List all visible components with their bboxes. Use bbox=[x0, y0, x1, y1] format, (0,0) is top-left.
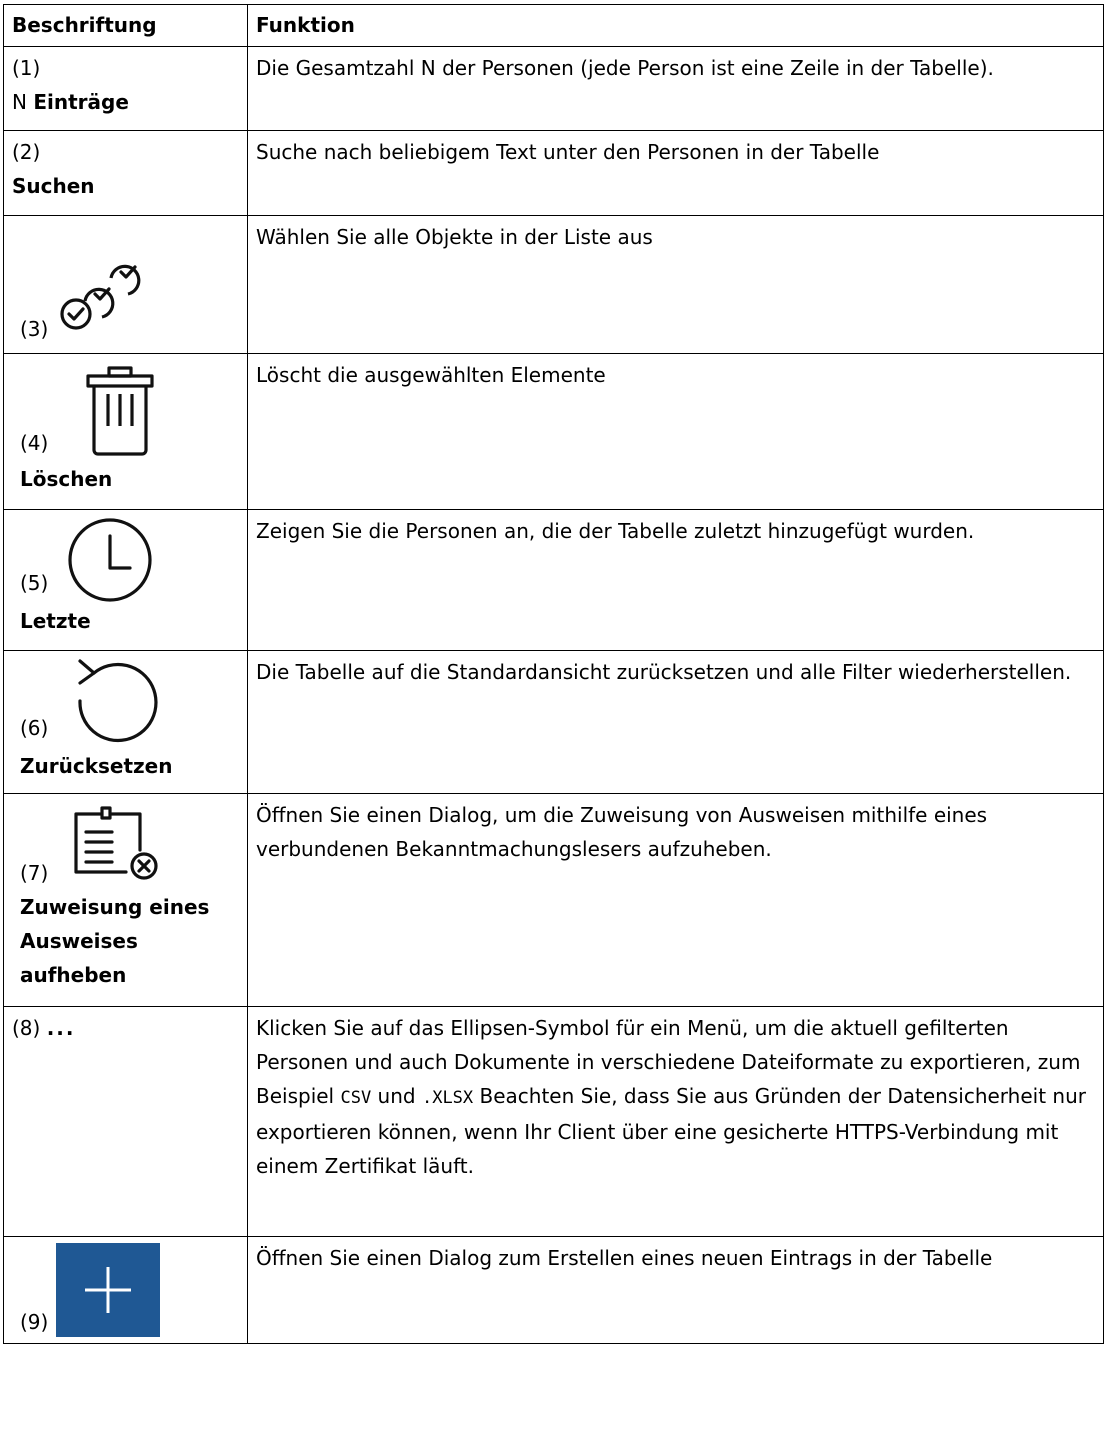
label-cell bbox=[4, 1007, 248, 1237]
row-label bbox=[20, 890, 209, 992]
description-cell: Suche nach beliebigem Text unter den Personen in der Tabelle bbox=[248, 131, 1104, 216]
description-text: und bbox=[371, 1084, 422, 1108]
label-cell bbox=[4, 510, 248, 651]
description-text: Beachten Sie, dass Sie aus Gründen der Datensicherheit nur exportieren können, wenn Ihr Client über eine gesicherte HTTPS-Verbindung mit einem Zertifikat läuft. bbox=[256, 1084, 1086, 1178]
row-number: (7) bbox=[20, 861, 49, 885]
table-row bbox=[4, 651, 1104, 794]
row-label: Suchen bbox=[12, 174, 95, 198]
row-label-line: aufheben bbox=[20, 963, 127, 987]
row-label bbox=[12, 85, 239, 119]
row-label-line: Zuweisung eines bbox=[20, 895, 210, 919]
row-number: (3) bbox=[20, 317, 49, 341]
label-cell bbox=[4, 47, 248, 131]
row-number: (2) bbox=[12, 140, 41, 164]
reset-icon bbox=[68, 657, 168, 753]
description-cell: Löscht die ausgewählten Elemente bbox=[248, 354, 1104, 510]
header-funktion: Funktion bbox=[248, 5, 1104, 47]
description-cell: Öffnen Sie einen Dialog zum Erstellen eines neuen Eintrags in der Tabelle bbox=[248, 1237, 1104, 1344]
table-row bbox=[4, 1237, 1104, 1344]
row-number: (6) bbox=[20, 716, 49, 740]
label-cell bbox=[4, 131, 248, 216]
table-row bbox=[4, 131, 1104, 216]
description-cell: Zeigen Sie die Personen an, die der Tabelle zuletzt hinzugefügt wurden. bbox=[248, 510, 1104, 651]
label-cell bbox=[4, 1237, 248, 1344]
row-number: (9) bbox=[20, 1310, 49, 1334]
row-number: (4) bbox=[20, 431, 49, 455]
clock-icon bbox=[58, 516, 162, 606]
row-label-line: Ausweises bbox=[20, 929, 138, 953]
description-cell: Wählen Sie alle Objekte in der Liste aus bbox=[248, 216, 1104, 354]
description-cell: Die Tabelle auf die Standardansicht zurücksetzen und alle Filter wiederherstellen. bbox=[248, 651, 1104, 794]
label-cell bbox=[4, 216, 248, 354]
table-header-row bbox=[4, 5, 1104, 47]
header-beschriftung: Beschriftung bbox=[4, 5, 248, 47]
label-cell bbox=[4, 794, 248, 1007]
trash-icon bbox=[72, 364, 168, 460]
table-row bbox=[4, 1007, 1104, 1237]
table-row bbox=[4, 216, 1104, 354]
row-label-bold: Einträge bbox=[33, 90, 129, 114]
label-cell bbox=[4, 651, 248, 794]
row-label: Letzte bbox=[20, 609, 91, 633]
label-cell bbox=[4, 354, 248, 510]
code-xlsx: .XLSX bbox=[421, 1088, 474, 1108]
row-number: (1) bbox=[12, 56, 41, 80]
row-number: (8) bbox=[12, 1016, 41, 1040]
ellipsis-label: ... bbox=[46, 1016, 76, 1040]
row-label: Zurücksetzen bbox=[20, 754, 173, 778]
row-number: (5) bbox=[20, 571, 49, 595]
description-cell: Öffnen Sie einen Dialog, um die Zuweisung von Ausweisen mithilfe eines verbundenen Bekanntmachungslesers aufzuheben. bbox=[248, 794, 1104, 1007]
description-cell bbox=[248, 1007, 1104, 1237]
description-cell: Die Gesamtzahl N der Personen (jede Person ist eine Zeile in der Tabelle). bbox=[248, 47, 1104, 131]
select-all-icon bbox=[58, 226, 168, 336]
badge-unassign-icon bbox=[70, 804, 170, 884]
table-row bbox=[4, 794, 1104, 1007]
description-text: Klicken Sie auf das Ellipsen-Symbol für ein Menü, um die aktuell gefilterten Personen und auch Dokumente in verschiedene Dateiformate zu exportieren, zum Beispiel bbox=[256, 1016, 1081, 1108]
row-label-prefix: N bbox=[12, 90, 27, 114]
code-csv: CSV bbox=[340, 1088, 372, 1108]
table-row bbox=[4, 510, 1104, 651]
table-row bbox=[4, 354, 1104, 510]
row-label: Löschen bbox=[20, 467, 113, 491]
plus-icon bbox=[56, 1243, 160, 1337]
table-row bbox=[4, 47, 1104, 131]
function-table bbox=[3, 4, 1104, 1344]
